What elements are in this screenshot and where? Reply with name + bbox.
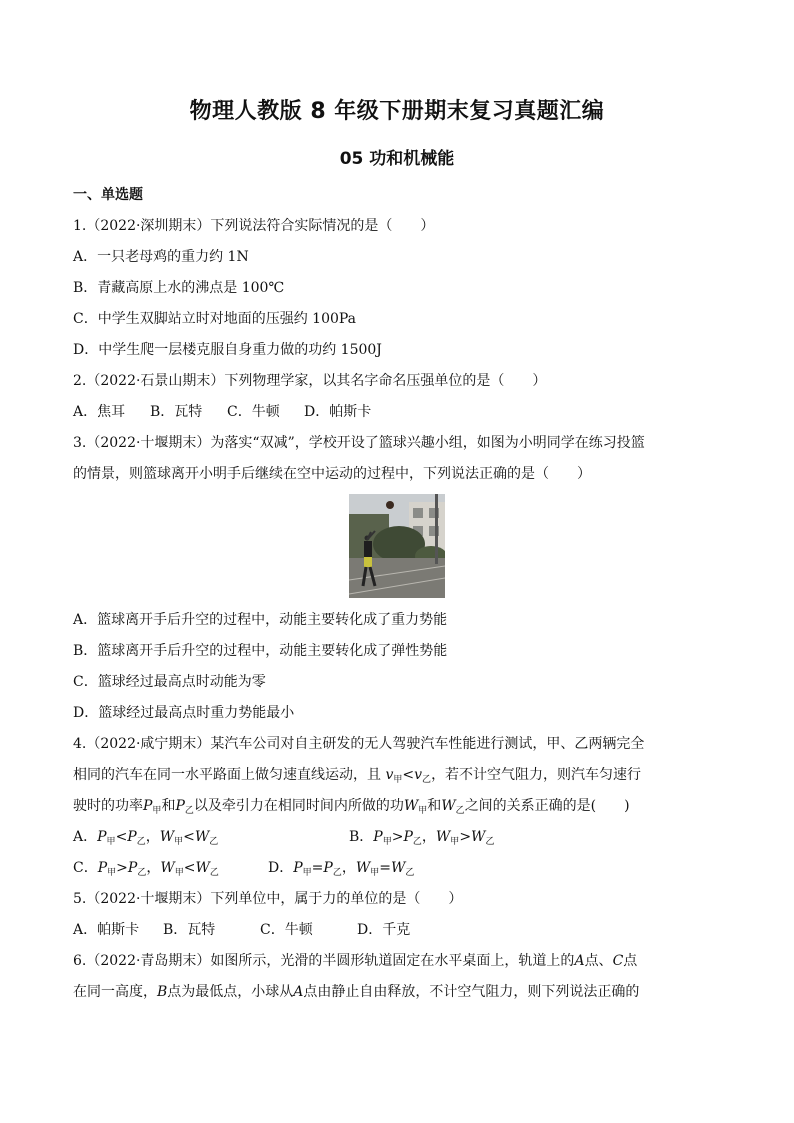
question-2-options [73,402,371,422]
question-3-stem-line-1: 3.（2022·十堰期末）为落实“双减”，学校开设了篮球兴趣小组，如图为小明同学在练习投篮 [73,435,645,451]
question-6-stem-line-2: 在同一高度，B点为最低点，小球从A点由静止自由释放，不计空气阻力，则下列说法正确的 [73,984,640,1000]
question-1-option-c: C．中学生双脚站立时对地面的压强约 100Pa [73,311,357,327]
question-4-option-c: C．$P_甲>P_乙$，$W_甲<W_乙$ [73,860,219,878]
question-2-stem: 2.（2022·石景山期末）下列物理学家，以其名字命名压强单位的是（ ） [73,373,547,389]
question-4-option-a: A．$P_甲<P_乙$，$W_甲<W_乙$ [73,829,219,847]
question-5-option-a: A．帕斯卡 [73,922,140,938]
question-3-option-d: D．篮球经过最高点时重力势能最小 [73,705,295,721]
section-heading: 一、单选题 [73,187,143,203]
question-1-option-d: D．中学生爬一层楼克服自身重力做的功约 1500J [73,342,382,358]
page-subtitle: 05 功和机械能 [339,149,455,169]
page-title: 物理人教版 8 年级下册期末复习真题汇编 [189,99,605,124]
question-5-option-b: B．瓦特 [163,922,216,938]
question-2-option-a: A．焦耳 [73,404,126,420]
question-3-stem-line-2: 的情景，则篮球离开小明手后继续在空中运动的过程中，下列说法正确的是（ ） [73,466,591,482]
basketball-photo [349,494,445,598]
question-1-option-a: A．一只老母鸡的重力约 1N [73,249,249,265]
question-3-option-c: C．篮球经过最高点时动能为零 [73,674,266,690]
question-5-option-c: C．牛顿 [260,922,313,938]
question-1-option-b: B．青藏高原上水的沸点是 100℃ [73,280,285,296]
question-4-option-b: B．$P_甲>P_乙$，$W_甲>W_乙$ [349,829,495,847]
question-4-stem-line-3: 驶时的功率$P_甲$和$P_乙$以及牵引力在相同时间内所做的功$W_甲$和$W_乙$之间的关系正确的是( ) [73,798,630,816]
question-3-option-b: B．篮球离开手后升空的过程中，动能主要转化成了弹性势能 [73,643,448,659]
question-2-option-b: B．瓦特 [150,404,203,420]
question-5-stem: 5.（2022·十堰期末）下列单位中，属于力的单位的是（ ） [73,891,463,907]
question-4-stem-line-1: 4.（2022·咸宁期末）某汽车公司对自主研发的无人驾驶汽车性能进行测试，甲、乙两辆完全 [73,736,645,752]
question-1-stem: 1.（2022·深圳期末）下列说法符合实际情况的是（ ） [73,218,435,234]
question-4-stem-line-2: 相同的汽车在同一水平路面上做匀速直线运动，且 $v_甲<v_乙$，若不计空气阻力，则汽车匀速行 [73,767,642,785]
question-6-stem-line-1: 6.（2022·青岛期末）如图所示，光滑的半圆形轨道固定在水平桌面上，轨道上的A点、C点 [73,953,638,969]
question-4-option-d: D．$P_甲=P_乙$，$W_甲=W_乙$ [268,860,415,878]
question-5-options [73,920,410,940]
basketball-photo-icon [349,494,445,598]
question-2-option-c: C．牛顿 [227,404,280,420]
question-3-option-a: A．篮球离开手后升空的过程中，动能主要转化成了重力势能 [73,612,448,628]
question-5-option-d: D．千克 [357,922,411,938]
question-2-option-d: D．帕斯卡 [304,404,372,420]
